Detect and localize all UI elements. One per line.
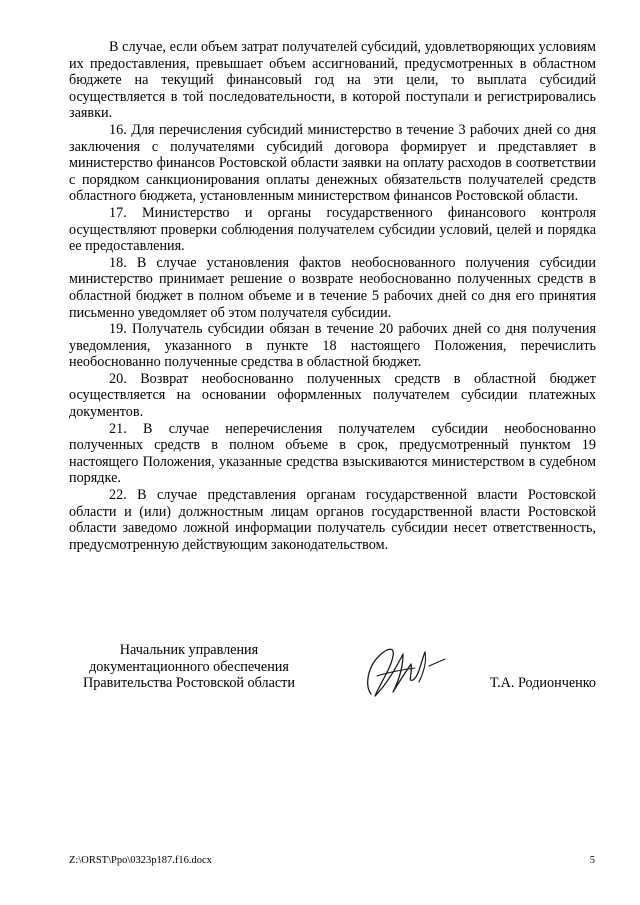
signer-title-line-2: документационного обеспечения bbox=[89, 658, 289, 675]
signer-title bbox=[69, 642, 309, 692]
signer-name: Т.А. Родионченко bbox=[489, 675, 596, 691]
paragraph-20: 20. Возврат необоснованно полученных средств в областной бюджет осуществляется на основании оформленных получателем субсидии платежных документов. bbox=[69, 370, 596, 421]
paragraph-19: 19. Получатель субсидии обязан в течение 20 рабочих дней со дня получения уведомления, указанного в пункте 18 настоящего Положения, перечислить необоснованно полученные средства в областной бюджет. bbox=[69, 321, 596, 371]
paragraph-22: 22. В случае представления органам государственной власти Ростовской области и (или) должностным лицам органов государственной власти Ростовской области заведомо ложной информации получатель субсидии несет ответственность, предусмотренную действующим законодательством. bbox=[69, 487, 596, 553]
paragraph-21: 21. В случае неперечисления получателем субсидии необоснованно полученных средств в полном объеме в срок, предусмотренный пунктом 19 настоящего Положения, указанные средства взыскиваются министерством в судебном порядке. bbox=[69, 420, 596, 487]
paragraph-15-continuation: В случае, если объем затрат получателей субсидий, удовлетворяющих условиям их предоставления, превышает объем ассигнований, предусмотренных в областном бюджете на текущий финансовый год на эти цели, то выплата субсидий осуществляется в той последовательности, в которой поступали и регистрировались заявки. bbox=[69, 39, 596, 122]
footer-file-path: Z:\ORST\Ppo\0323p187.f16.docx bbox=[69, 855, 212, 866]
handwritten-signature bbox=[341, 632, 461, 712]
paragraph-16: 16. Для перечисления субсидий министерство в течение 3 рабочих дней со дня заключения с получателями субсидий договора формирует и представляет в министерство финансов Ростовской области заявки на оплату расходов в соответствии с порядком санкционирования оплаты денежных обязательств получателей средств областного бюджета, установленным министерством финансов Ростовской области. bbox=[69, 121, 596, 205]
signature-block bbox=[69, 642, 596, 712]
signer-title-line-1: Начальник управления bbox=[119, 642, 259, 658]
document-body bbox=[69, 39, 596, 553]
signer-title-line-3: Правительства Ростовской области bbox=[83, 675, 295, 692]
paragraph-18: 18. В случае установления фактов необоснованного получения субсидии министерство принимает решение о возврате необоснованно полученных средств в областной бюджет в полном объеме и в течение 5 рабочих дней со дня его принятия письменно уведомляет об этом получателя субсидии. bbox=[69, 254, 596, 321]
paragraph-17: 17. Министерство и органы государственного финансового контроля осуществляют проверки соблюдения получателем субсидии условий, целей и порядка ее предоставления. bbox=[69, 204, 596, 255]
page-number: 5 bbox=[589, 855, 595, 866]
